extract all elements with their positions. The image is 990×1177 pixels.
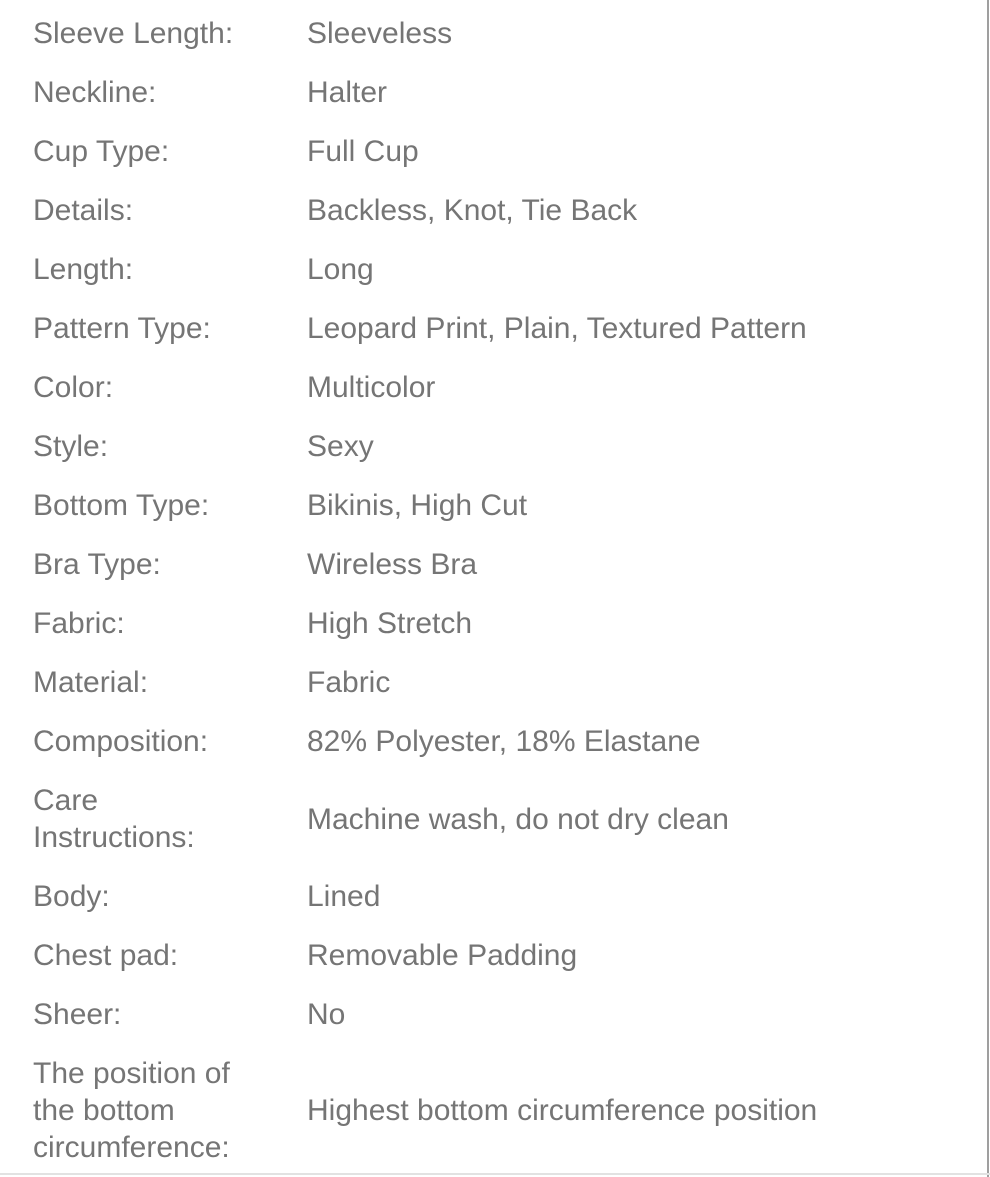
attribute-label: The position of the bottom circumference: — [33, 1057, 230, 1164]
table-row — [33, 63, 990, 122]
attribute-value: Lined — [307, 880, 381, 913]
table-row — [33, 712, 990, 771]
table-row — [33, 358, 990, 417]
attribute-value: Leopard Print, Plain, Textured Pattern — [307, 312, 807, 345]
attribute-value: Highest bottom circumference position — [307, 1094, 818, 1127]
attribute-label: Neckline: — [33, 76, 157, 109]
table-row — [33, 240, 990, 299]
attribute-value: Fabric — [307, 666, 391, 699]
panel-right-border — [987, 0, 989, 1177]
attribute-value: Bikinis, High Cut — [307, 489, 528, 522]
attribute-value: Multicolor — [307, 371, 436, 404]
table-row — [33, 1044, 990, 1177]
attribute-value: Halter — [307, 76, 388, 109]
attribute-value: Backless, Knot, Tie Back — [307, 194, 638, 227]
attribute-label: Bottom Type: — [33, 489, 210, 522]
attribute-label: Bra Type: — [33, 548, 161, 581]
table-row — [33, 417, 990, 476]
attribute-label: Care Instructions: — [33, 784, 195, 854]
table-row — [33, 4, 990, 63]
attribute-value: Wireless Bra — [307, 548, 478, 581]
table-row — [33, 122, 990, 181]
attribute-value: No — [307, 998, 346, 1031]
attribute-label: Material: — [33, 666, 149, 699]
attribute-value: 82% Polyester, 18% Elastane — [307, 725, 701, 758]
attribute-value: Long — [307, 253, 374, 286]
attribute-label: Cup Type: — [33, 135, 170, 168]
table-row — [33, 299, 990, 358]
attribute-label: Length: — [33, 253, 134, 286]
attribute-value: Removable Padding — [307, 939, 578, 972]
table-row — [33, 771, 990, 867]
attribute-label: Chest pad: — [33, 939, 179, 972]
table-row — [33, 476, 990, 535]
attribute-value: Machine wash, do not dry clean — [307, 802, 729, 836]
attribute-label: Pattern Type: — [33, 312, 211, 345]
attribute-label: Sheer: — [33, 998, 122, 1031]
table-row — [33, 653, 990, 712]
attribute-label: Fabric: — [33, 607, 125, 640]
attribute-label: Sleeve Length: — [33, 17, 234, 50]
table-row — [33, 867, 990, 926]
attribute-value: Full Cup — [307, 135, 419, 168]
attribute-label: Body: — [33, 880, 110, 913]
attribute-label: Details: — [33, 194, 134, 227]
attribute-label: Color: — [33, 371, 114, 404]
table-row — [33, 985, 990, 1044]
table-row — [33, 926, 990, 985]
attribute-label: Style: — [33, 430, 109, 463]
table-row — [33, 535, 990, 594]
table-row — [33, 181, 990, 240]
panel-bottom-border — [0, 1173, 990, 1175]
attribute-label: Composition: — [33, 725, 209, 758]
attribute-value: Sexy — [307, 430, 374, 463]
attribute-value: Sleeveless — [307, 17, 453, 50]
attribute-value: High Stretch — [307, 607, 473, 640]
table-row — [33, 594, 990, 653]
